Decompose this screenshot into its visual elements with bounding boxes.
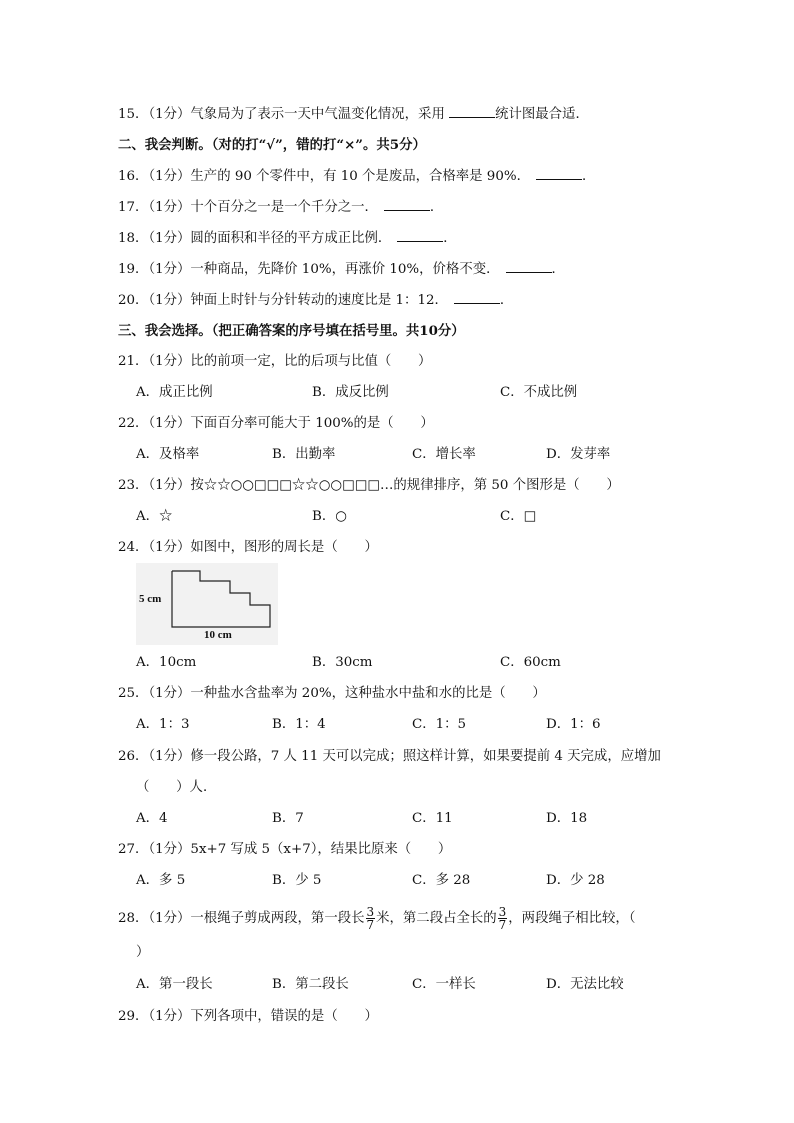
question-22-stem: 22．（1分）下面百分率可能大于 100%的是（ ） [118, 416, 434, 431]
question-29-stem: 29．（1分）下列各项中，错误的是（ ） [118, 1009, 378, 1024]
option-b: B．成反比例 [312, 385, 389, 400]
option-b: B．少 5 [272, 873, 322, 888]
answer-blank [384, 198, 430, 211]
option-a: A．☆ [136, 509, 173, 524]
question-28-stem-continued: ） [136, 945, 150, 960]
question-15: 15．（1分）气象局为了表示一天中气温变化情况，采用 统计图最合适． [118, 107, 589, 122]
fraction: $\frac{3}{7}$ [366, 905, 375, 932]
answer-blank [454, 291, 500, 304]
option-b: B．1：4 [272, 717, 326, 732]
question-26-stem-continued: （ ）人． [136, 780, 217, 795]
answer-blank [449, 105, 495, 118]
option-a: A．多 5 [136, 873, 186, 888]
figure-width-label: 10 cm [204, 629, 232, 641]
option-b: B．出勤率 [272, 447, 336, 462]
option-d: D．1：6 [546, 717, 601, 732]
stair-shape-figure [136, 563, 278, 645]
fraction: $\frac{3}{7}$ [498, 905, 507, 932]
answer-blank [536, 167, 582, 180]
option-c: C．多 28 [412, 873, 471, 888]
option-d: D．少 28 [546, 873, 605, 888]
question-18: 18．（1分）圆的面积和半径的平方成正比例． ． [118, 231, 457, 246]
question-25-stem: 25．（1分）一种盐水含盐率为 20%，这种盐水中盐和水的比是（ ） [118, 686, 546, 701]
section-2-heading: 二、我会判断。（对的打“√”，错的打“×”。共5分） [118, 137, 426, 153]
question-27-stem: 27．（1分）5x+7 写成 5（x+7），结果比原来（ ） [118, 842, 452, 857]
option-a: A．10cm [136, 655, 197, 670]
option-c: C．□ [500, 509, 537, 524]
option-c: C．11 [412, 811, 453, 826]
answer-blank [397, 229, 443, 242]
question-21-stem: 21．（1分）比的前项一定，比的后项与比值（ ） [118, 354, 432, 369]
option-c: C．不成比例 [500, 385, 578, 400]
question-26-stem: 26．（1分）修一段公路，7 人 11 天可以完成；照这样计算，如果要提前 4 天完成，应增加 [118, 749, 661, 764]
option-a: A．第一段长 [136, 977, 213, 992]
option-c: C．1：5 [412, 717, 467, 732]
option-b: B．30cm [312, 655, 373, 670]
option-d: D．发芽率 [546, 447, 611, 462]
question-16: 16．（1分）生产的 90 个零件中，有 10 个是废品，合格率是 90%． ． [118, 169, 596, 184]
option-a: A．1：3 [136, 717, 190, 732]
option-b: B．第二段长 [272, 977, 349, 992]
option-d: D．18 [546, 811, 588, 826]
question-28-stem: 28．（1分）一根绳子剪成两段，第一段长 $\frac{3}{7}$ 米，第二段占全长的 $\frac{3}{7}$ ，两段绳子相比较，（ [118, 905, 636, 932]
question-20: 20．（1分）钟面上时针与分针转动的速度比是 1：12． ． [118, 293, 514, 308]
question-23-stem: 23．（1分）按☆☆○○□□□☆☆○○□□□…的规律排序，第 50 个图形是（ ） [118, 478, 620, 493]
option-a: A．及格率 [136, 447, 200, 462]
option-a: A．4 [136, 811, 168, 826]
option-d: D．无法比较 [546, 977, 624, 992]
option-b: B．○ [312, 509, 347, 524]
question-24-stem: 24．（1分）如图中，图形的周长是（ ） [118, 540, 378, 555]
section-3-heading: 三、我会选择。（把正确答案的序号填在括号里。共10分） [118, 323, 465, 339]
question-17: 17．（1分）十个百分之一是一个千分之一． ． [118, 200, 444, 215]
option-b: B．7 [272, 811, 304, 826]
question-19: 19．（1分）一种商品，先降价 10%，再涨价 10%，价格不变． ． [118, 262, 565, 277]
option-c: C．增长率 [412, 447, 476, 462]
option-a: A．成正比例 [136, 385, 213, 400]
option-c: C．一样长 [412, 977, 476, 992]
option-c: C．60cm [500, 655, 561, 670]
figure-height-label: 5 cm [139, 593, 162, 605]
answer-blank [506, 260, 552, 273]
